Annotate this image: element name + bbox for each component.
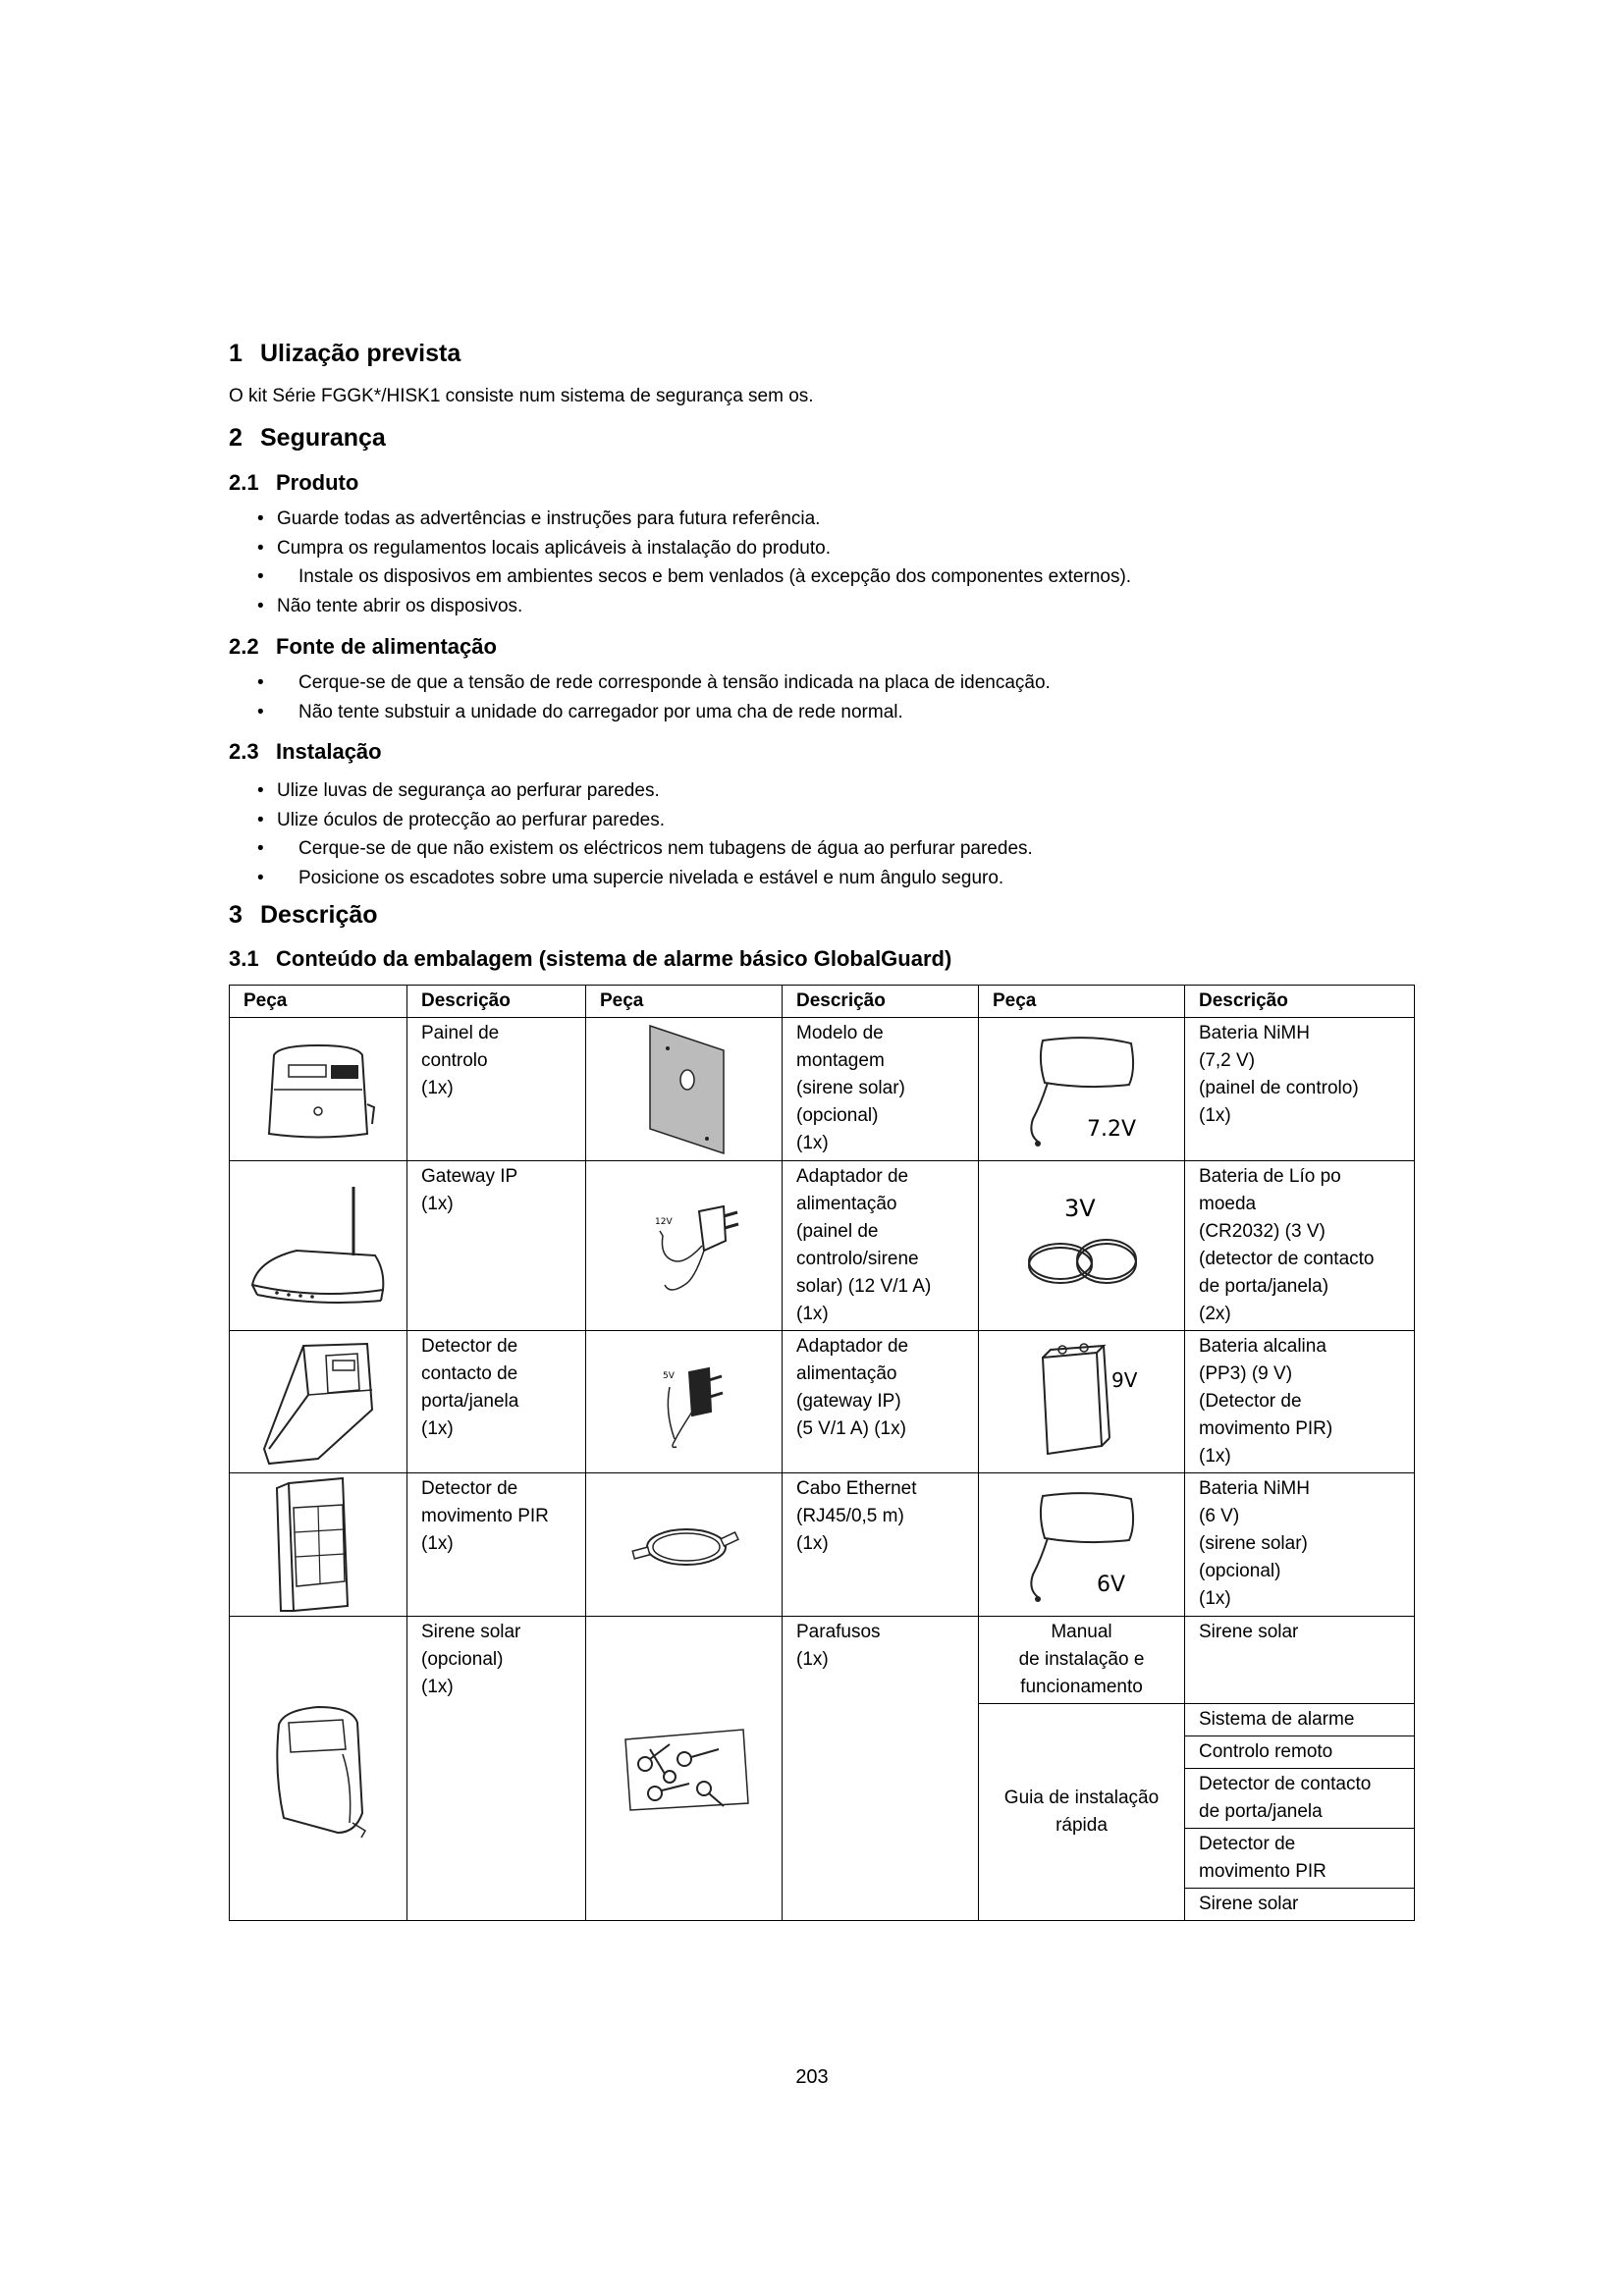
table-cell: Bateria alcalina (PP3) (9 V) (Detector de movimento PIR) (1x): [1185, 1331, 1415, 1473]
section-3-heading: 3 Descrição: [229, 901, 378, 929]
table-cell: Painel de controlo (1x): [407, 1018, 586, 1161]
column-header: Peça: [586, 986, 783, 1018]
list-item: • Guarde todas as advertências e instruções para futura referência.: [257, 508, 821, 529]
column-header: Descrição: [783, 986, 979, 1018]
table-cell: Adaptador de alimentação (painel de controlo/sirene solar) (12 V/1 A) (1x): [783, 1161, 979, 1331]
page-number: 203: [795, 2066, 829, 2088]
package-contents-table: [229, 985, 1415, 1921]
table-cell: Detector de contacto de porta/janela: [1185, 1769, 1415, 1829]
svg-text:7.2V: 7.2V: [1086, 1116, 1136, 1142]
section-2-heading: 2 Segurança: [229, 424, 386, 452]
column-header: Peça: [979, 986, 1185, 1018]
table-cell: Sirene solar: [1185, 1889, 1415, 1921]
table-cell: Detector de contacto de porta/janela (1x): [407, 1331, 586, 1473]
ip-gateway-illustration: [230, 1161, 407, 1331]
list-item: • Posicione os escadotes sobre uma supercie nivelada e estável e num ângulo seguro.: [257, 867, 1004, 888]
manual-cell: Manual de instalação e funcionamento: [979, 1617, 1185, 1704]
table-cell: Gateway IP (1x): [407, 1161, 586, 1331]
power-adapter-5v-illustration: [586, 1331, 783, 1473]
table-cell: Bateria NiMH (6 V) (sirene solar) (opcional) (1x): [1185, 1473, 1415, 1617]
list-item: • Ulize luvas de segurança ao perfurar paredes.: [257, 780, 660, 801]
table-row: [230, 1473, 1415, 1617]
table-cell: Cabo Ethernet (RJ45/0,5 m) (1x): [783, 1473, 979, 1617]
table-row: [230, 1331, 1415, 1473]
solar-siren-illustration: [230, 1617, 407, 1921]
mounting-template-illustration: [586, 1018, 783, 1161]
ethernet-cable-illustration: [586, 1473, 783, 1617]
section-2-1-heading: 2.1 Produto: [229, 470, 359, 495]
list-item: • Instale os disposivos em ambientes secos e bem venlados (à excepção dos componentes externos).: [257, 566, 1132, 587]
alkaline-battery-9v-illustration: [979, 1331, 1185, 1473]
svg-text:6V: 6V: [1096, 1572, 1125, 1597]
coin-battery-3v-illustration: [979, 1161, 1185, 1331]
section-2-2-list: [257, 668, 1051, 726]
table-cell: Sirene solar (opcional) (1x): [407, 1617, 586, 1921]
section-3-1-heading: 3.1 Conteúdo da embalagem (sistema de alarme básico GlobalGuard): [229, 946, 952, 971]
section-1-heading: 1 Ulização prevista: [229, 340, 461, 367]
control-panel-illustration: [230, 1018, 407, 1161]
table-cell: Sirene solar: [1185, 1617, 1415, 1704]
table-row: [230, 1617, 1415, 1704]
table-row: [230, 1161, 1415, 1331]
table-cell: Controlo remoto: [1185, 1736, 1415, 1769]
table-cell: Modelo de montagem (sirene solar) (opcional) (1x): [783, 1018, 979, 1161]
list-item: • Não tente substuir a unidade do carregador por uma cha de rede normal.: [257, 701, 903, 722]
section-2-2-heading: 2.2 Fonte de alimentação: [229, 634, 497, 659]
column-header: Descrição: [407, 986, 586, 1018]
svg-text:5V: 5V: [662, 1371, 675, 1381]
door-window-contact-illustration: [230, 1331, 407, 1473]
table-header-row: [230, 986, 1415, 1018]
section-1-text: O kit Série FGGK*/HISK1 consiste num sistema de segurança sem os.: [229, 386, 814, 406]
svg-text:9V: 9V: [1110, 1368, 1137, 1392]
table-cell: Bateria de Lío po moeda (CR2032) (3 V) (detector de contacto de porta/janela) (2x): [1185, 1161, 1415, 1331]
table-cell: Bateria NiMH (7,2 V) (painel de controlo) (1x): [1185, 1018, 1415, 1161]
section-2-1-list: [257, 505, 1131, 620]
table-cell: Detector de movimento PIR (1x): [407, 1473, 586, 1617]
table-cell: Adaptador de alimentação (gateway IP) (5 V/1 A) (1x): [783, 1331, 979, 1473]
section-2-3-list: [257, 776, 1033, 892]
section-2-3-heading: 2.3 Instalação: [229, 739, 382, 764]
pir-motion-detector-illustration: [230, 1473, 407, 1617]
table-cell: Sistema de alarme: [1185, 1704, 1415, 1736]
list-item: • Ulize óculos de protecção ao perfurar paredes.: [257, 809, 666, 830]
table-cell: Detector de movimento PIR: [1185, 1829, 1415, 1889]
list-item: • Cumpra os regulamentos locais aplicáveis à instalação do produto.: [257, 537, 831, 559]
list-item: • Não tente abrir os disposivos.: [257, 595, 523, 616]
table-row: [230, 1018, 1415, 1161]
svg-text:12V: 12V: [654, 1217, 673, 1227]
list-item: • Cerque-se de que não existem os eléctricos nem tubagens de água ao perfurar paredes.: [257, 838, 1033, 859]
svg-text:3V: 3V: [1063, 1195, 1096, 1222]
power-adapter-12v-illustration: [586, 1161, 783, 1331]
column-header: Peça: [230, 986, 407, 1018]
list-item: • Cerque-se de que a tensão de rede corresponde à tensão indicada na placa de idencação.: [257, 672, 1051, 693]
nimh-battery-7v-illustration: [979, 1018, 1185, 1161]
nimh-battery-6v-illustration: [979, 1473, 1185, 1617]
screws-illustration: [586, 1617, 783, 1921]
column-header: Descrição: [1185, 986, 1415, 1018]
table-cell: Parafusos (1x): [783, 1617, 979, 1921]
quick-guide-cell: Guia de instalação rápida: [979, 1704, 1185, 1921]
